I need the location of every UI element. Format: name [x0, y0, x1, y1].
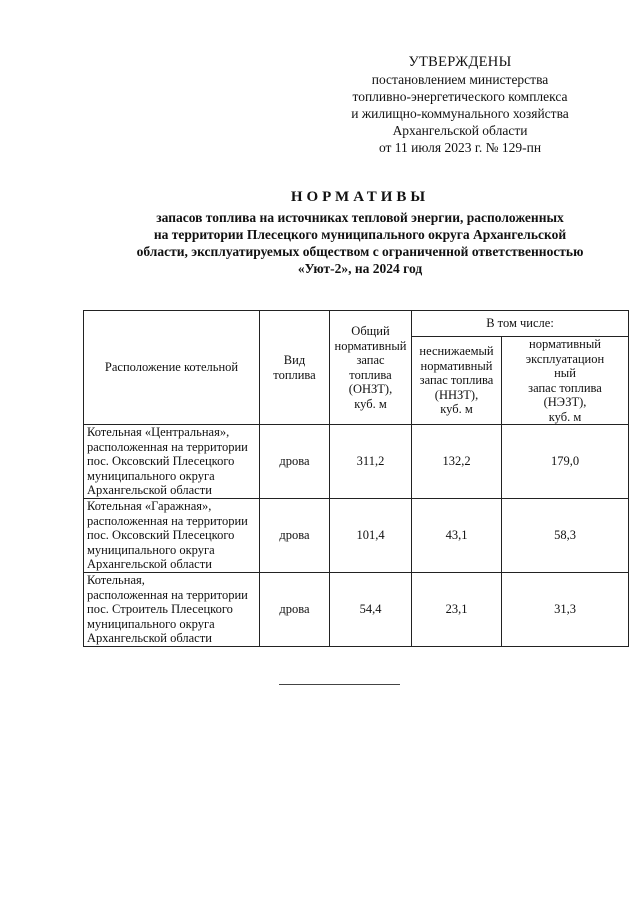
- header-row: [84, 311, 629, 337]
- header-nnzt: неснижаемый нормативный запас топлива (ННЗТ), куб. м: [412, 337, 502, 425]
- total-reserve-cell: 101,4: [330, 499, 412, 573]
- subtitle-line: области, эксплуатируемых обществом с ограниченной ответственностью: [136, 244, 584, 259]
- header-including: В том числе:: [412, 311, 629, 337]
- boiler-location: Котельная «Гаражная», расположенная на территории пос. Оксовский Плесецкого муниципального округа Архангельской области: [84, 499, 260, 573]
- norms-table: [83, 310, 629, 647]
- fuel-type-cell: дрова: [260, 573, 330, 647]
- end-divider: [279, 684, 400, 685]
- subtitle-line: «Уют-2», на 2024 год: [297, 261, 423, 276]
- header-nezt: нормативный эксплуатацион ный запас топлива (НЭЗТ), куб. м: [502, 337, 629, 425]
- nezt-cell: 179,0: [502, 425, 629, 499]
- approval-heading: УТВЕРЖДЕНЫ: [408, 54, 512, 70]
- nnzt-cell: 43,1: [412, 499, 502, 573]
- fuel-type-cell: дрова: [260, 499, 330, 573]
- nnzt-cell: 23,1: [412, 573, 502, 647]
- total-reserve-cell: 311,2: [330, 425, 412, 499]
- fuel-type-cell: дрова: [260, 425, 330, 499]
- document-title: НОРМАТИВЫ: [290, 189, 430, 205]
- approval-block: [330, 54, 590, 156]
- approval-line: Архангельской области: [392, 123, 528, 138]
- nezt-cell: 58,3: [502, 499, 629, 573]
- nnzt-cell: 132,2: [412, 425, 502, 499]
- approval-line: и жилищно-коммунального хозяйства: [351, 106, 569, 121]
- header-total-reserve: Общий нормативный запас топлива (ОНЗТ), куб. м: [330, 311, 412, 425]
- header-fuel-type: Вид топлива: [260, 311, 330, 425]
- document-subtitle: [80, 209, 640, 277]
- approval-line: топливно-энергетического комплекса: [352, 89, 568, 104]
- boiler-location: Котельная «Центральная», расположенная на территории пос. Оксовский Плесецкого муниципального округа Архангельской области: [84, 425, 260, 499]
- subtitle-line: запасов топлива на источниках тепловой энергии, расположенных: [156, 210, 564, 225]
- header-location: Расположение котельной: [84, 311, 260, 425]
- approval-date-line: от 11 июля 2023 г. № 129-пн: [378, 140, 542, 155]
- table-row: [84, 499, 629, 573]
- table-row: [84, 425, 629, 499]
- approval-line: постановлением министерства: [371, 72, 549, 87]
- boiler-location: Котельная, расположенная на территории пос. Строитель Плесецкого муниципального округа Архангельской области: [84, 573, 260, 647]
- nezt-cell: 31,3: [502, 573, 629, 647]
- total-reserve-cell: 54,4: [330, 573, 412, 647]
- subtitle-line: на территории Плесецкого муниципального округа Архангельской: [153, 227, 567, 242]
- table-row: [84, 573, 629, 647]
